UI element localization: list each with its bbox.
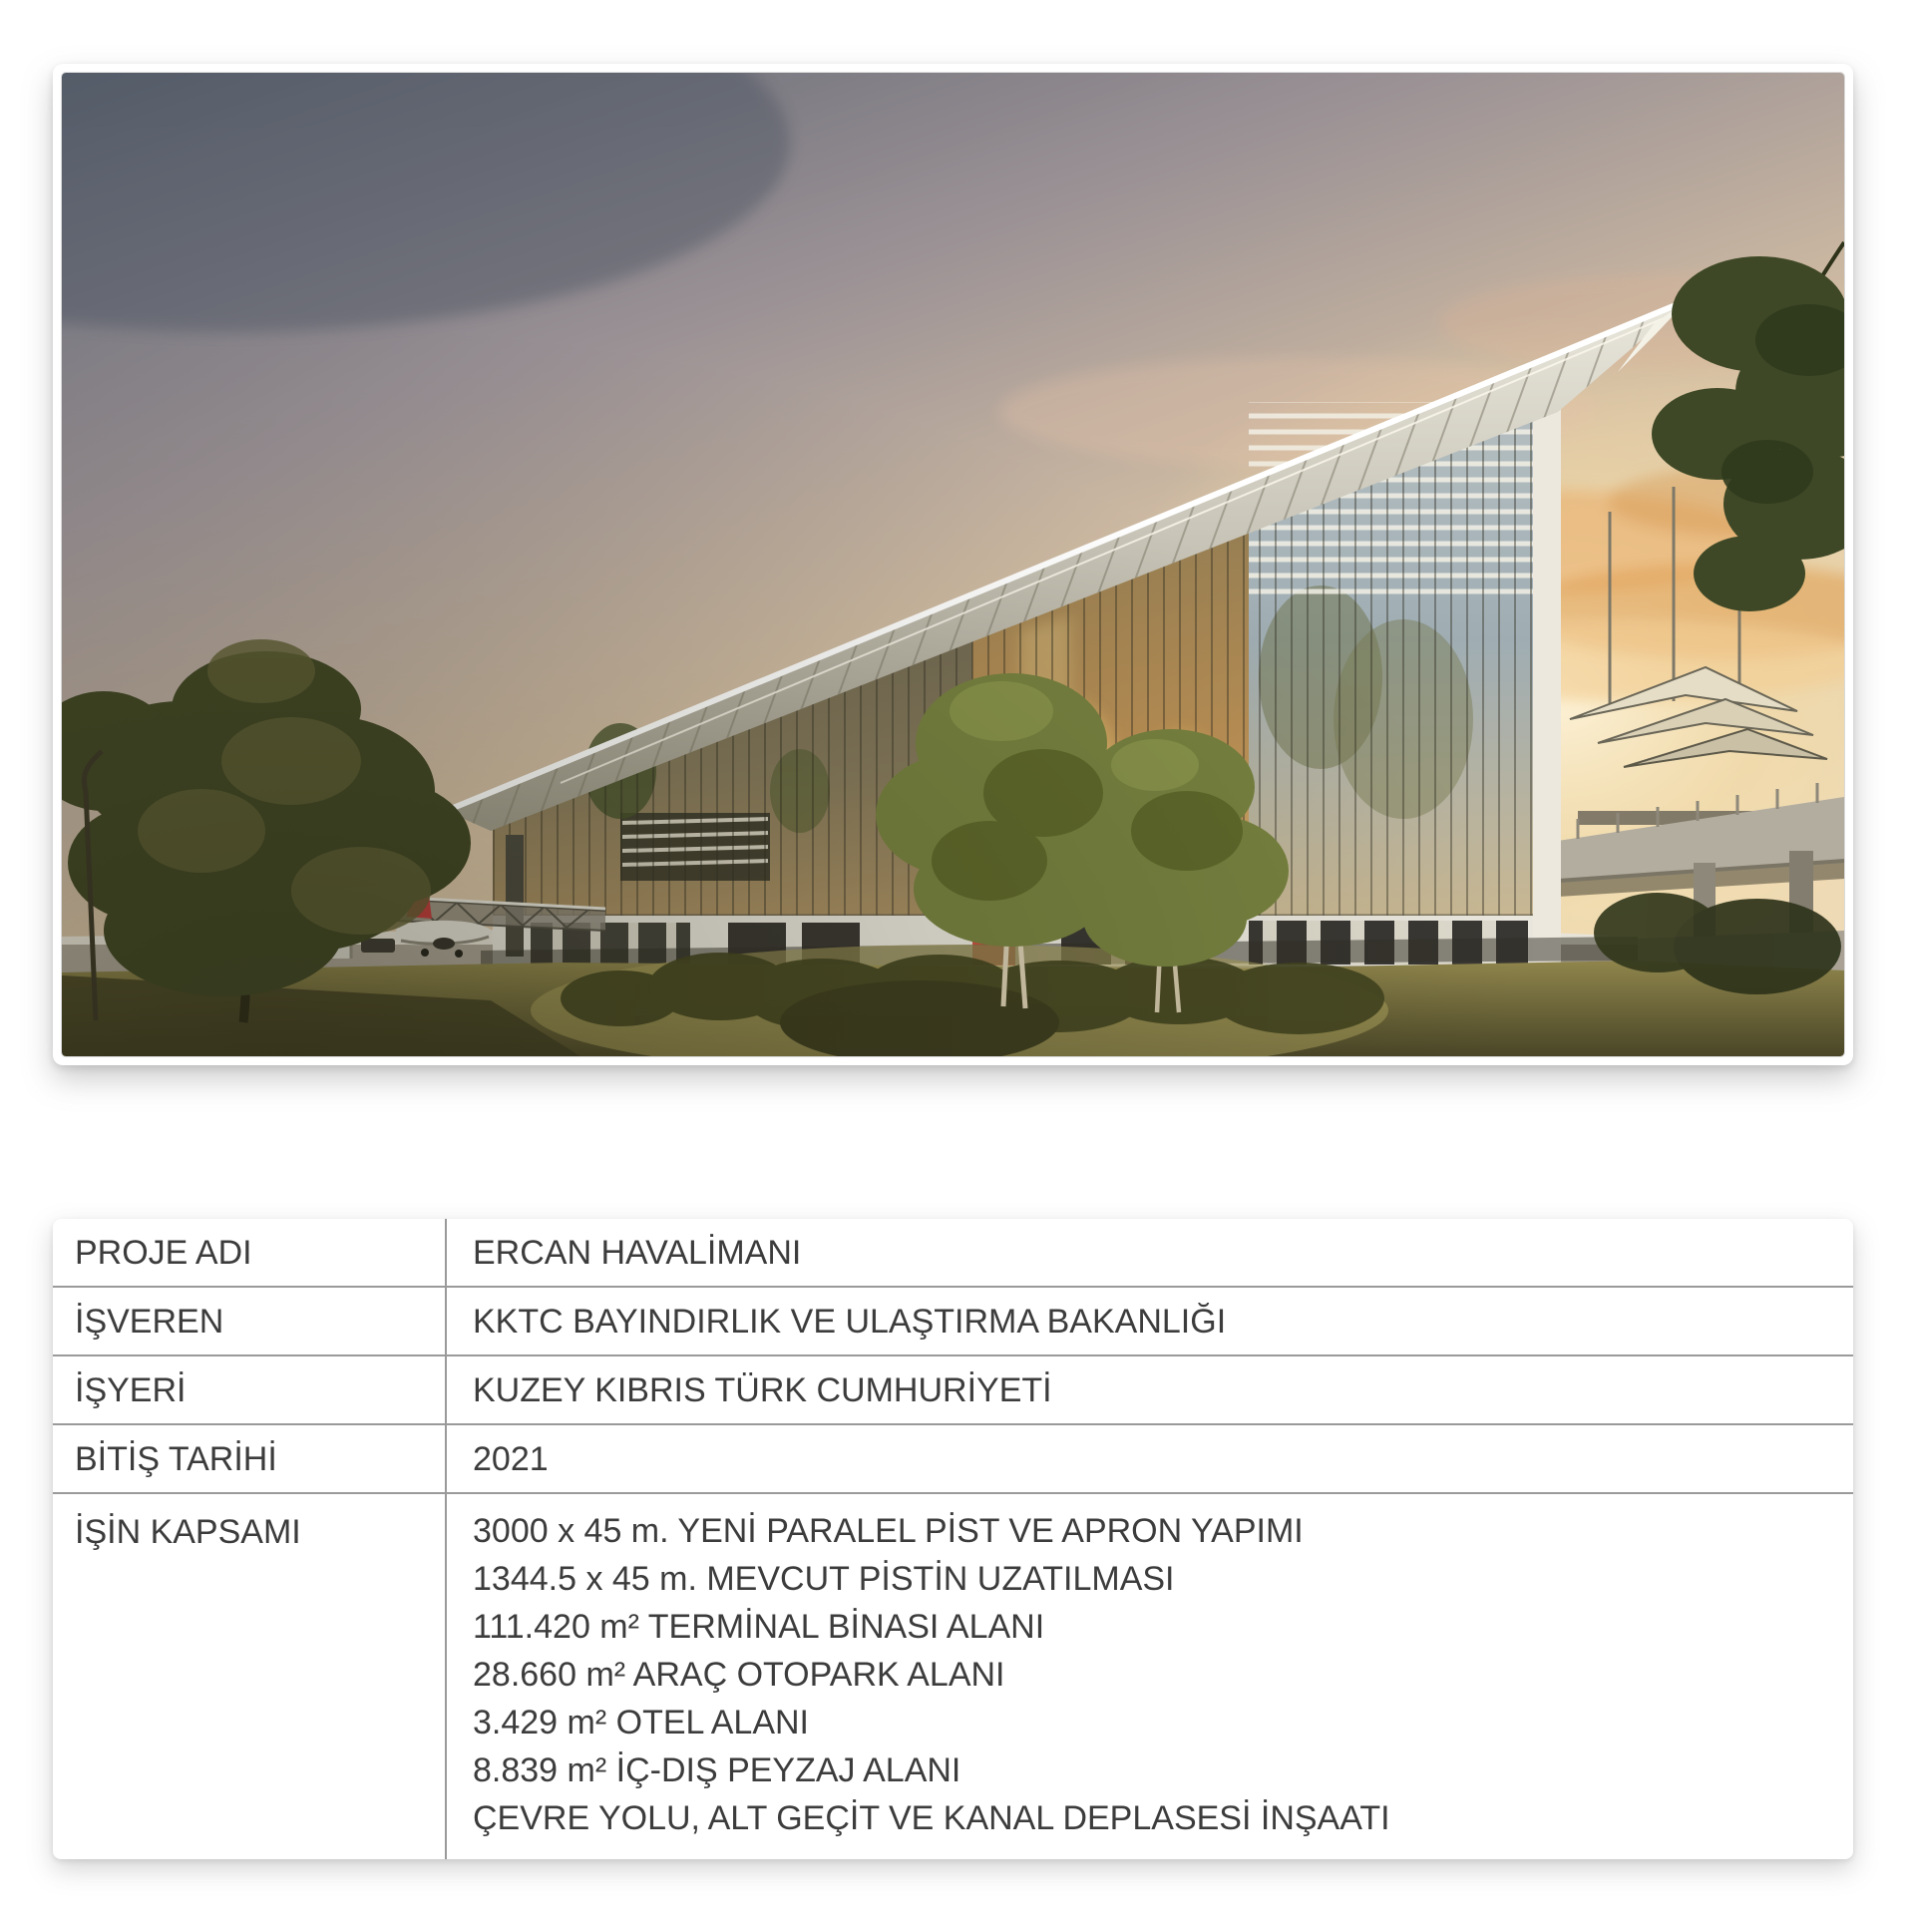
table-row-proje-adi bbox=[53, 1219, 1853, 1286]
row-value: KUZEY KIBRIS TÜRK CUMHURİYETİ bbox=[473, 1370, 1052, 1409]
table-row-isin-kapsami bbox=[53, 1492, 1853, 1859]
scope-line: 1344.5 x 45 m. MEVCUT PİSTİN UZATILMASI bbox=[473, 1560, 1175, 1598]
table-row-isyeri bbox=[53, 1354, 1853, 1423]
scope-line: 3.429 m² OTEL ALANI bbox=[473, 1704, 809, 1741]
row-value: KKTC BAYINDIRLIK VE ULAŞTIRMA BAKANLIĞI bbox=[473, 1302, 1227, 1341]
airport-rendering-image bbox=[62, 73, 1844, 1056]
scope-line: 111.420 m² TERMİNAL BİNASI ALANI bbox=[473, 1608, 1045, 1646]
project-photo-card bbox=[53, 64, 1853, 1065]
row-value: 2021 bbox=[473, 1439, 549, 1478]
row-label: İŞYERİ bbox=[53, 1356, 447, 1423]
photo-frame bbox=[62, 73, 1844, 1056]
row-label: İŞVEREN bbox=[53, 1288, 447, 1354]
scope-line: 8.839 m² İÇ-DIŞ PEYZAJ ALANI bbox=[473, 1751, 961, 1789]
table-row-isveren bbox=[53, 1286, 1853, 1354]
vignette bbox=[62, 73, 1844, 1056]
row-label: İŞİN KAPSAMI bbox=[53, 1494, 447, 1859]
scope-line: 3000 x 45 m. YENİ PARALEL PİST VE APRON YAPIMI bbox=[473, 1512, 1304, 1550]
scope-line: 28.660 m² ARAÇ OTOPARK ALANI bbox=[473, 1656, 1005, 1694]
row-value: ERCAN HAVALİMANI bbox=[473, 1233, 802, 1272]
project-info-table bbox=[53, 1219, 1853, 1859]
scope-line: ÇEVRE YOLU, ALT GEÇİT VE KANAL DEPLASESİ İNŞAATI bbox=[473, 1799, 1390, 1837]
table-row-bitis-tarihi bbox=[53, 1423, 1853, 1492]
row-label: BİTİŞ TARİHİ bbox=[53, 1425, 447, 1492]
row-value-list bbox=[447, 1494, 1853, 1859]
row-label: PROJE ADI bbox=[53, 1219, 447, 1286]
